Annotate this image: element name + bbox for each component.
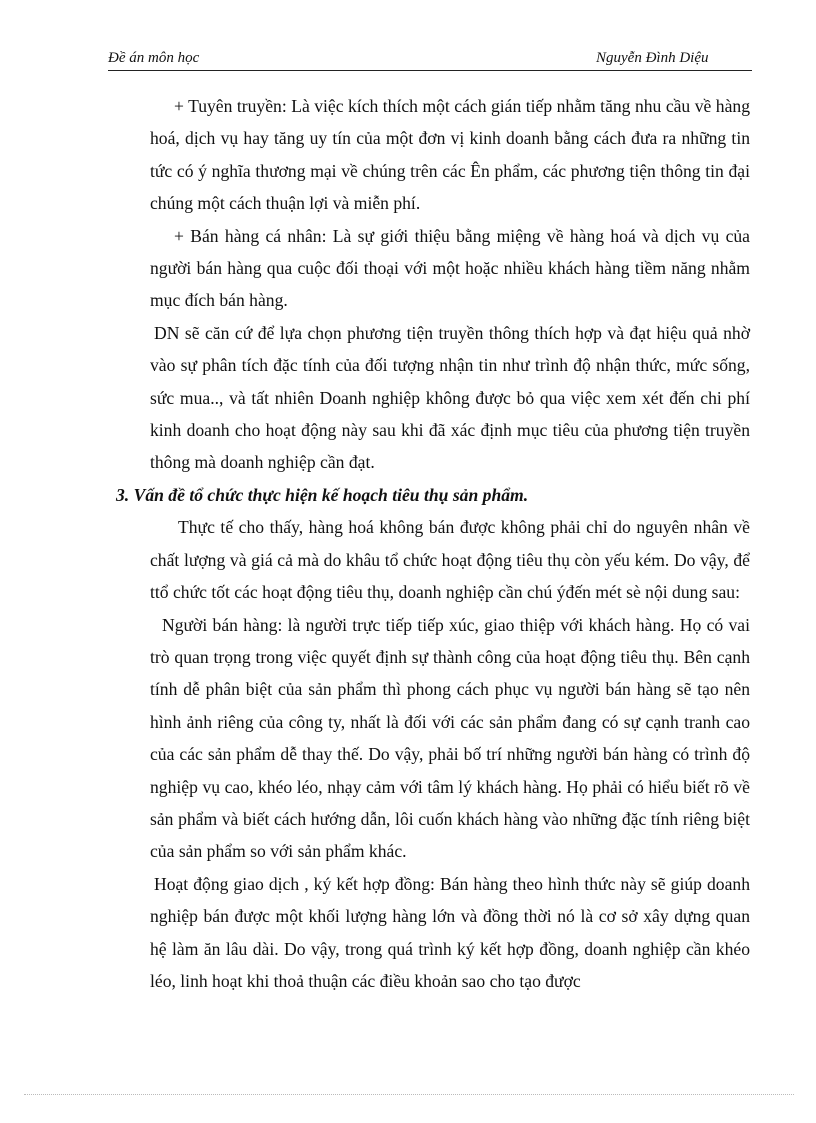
paragraph-thuc-te: Thực tế cho thấy, hàng hoá không bán được không phải chỉ do nguyên nhân về chất lượng và giá cả mà do khâu tổ chức hoạt động tiêu thụ còn yếu kém. Do vậy, để ttổ chức tốt các hoạt động tiêu thụ, doanh nghiệp cần chú ýđến mét sè nội dung sau: <box>150 517 750 603</box>
paragraph-hoat-dong-giao-dich: Hoạt động giao dịch , ký kết hợp đồng: Bán hàng theo hình thức này sẽ giúp doanh nghiệp bán được một khối lượng hàng lớn và đồng thời nó là cơ sở xây dựng quan hệ làm ăn lâu dài. Do vậy, trong quá trình ký kết hợp đồng, doanh nghiệp cần khéo léo, linh hoạt khi thoả thuận các điều khoản sao cho tạo được <box>150 873 750 991</box>
header-course-title: Đề án môn học <box>108 50 200 66</box>
document-body <box>116 90 750 997</box>
page-bottom-divider <box>24 1094 794 1095</box>
paragraph-dn-can-cu: DN sẽ căn cứ để lựa chọn phương tiện truyền thông thích hợp và đạt hiệu quả nhờ vào sự phân tích đặc tính của đối tượng nhận tin như trình độ nhận thức, mức sống, sức mua.., và tất nhiên Doanh nghiệp không được bỏ qua việc xem xét đến chi phí kinh doanh cho hoạt động này sau khi đã xác định mục tiêu của phương tiện truyền thông mà doanh nghiệp cần đạt. <box>150 322 750 473</box>
section-heading: 3. Vấn đề tổ chức thực hiện kế hoạch tiêu thụ sản phẩm. <box>116 484 529 505</box>
page-header <box>108 48 752 71</box>
paragraph-nguoi-ban-hang: Người bán hàng: là người trực tiếp tiếp xúc, giao thiệp với khách hàng. Họ có vai trò quan trọng trong việc quyết định sự thành công của hoạt động tiêu thụ. Bên cạnh tính dễ phân biệt của sản phẩm thì phong cách phục vụ người bán hàng sẽ tạo nên hình ảnh riêng của công ty, nhất là đối với các sản phẩm đang có sự cạnh tranh cao của các sản phẩm dễ thay thế. Do vậy, phải bố trí những người bán hàng có trình độ nghiệp vụ cao, khéo léo, nhạy cảm với tâm lý khách hàng. Họ phải có hiểu biết rõ về sản phẩm và biết cách hướng dẫn, lôi cuốn khách hàng vào những đặc tính riêng biệt của sản phẩm so với sản phẩm khác. <box>150 614 750 862</box>
paragraph-tuyen-truyen: + Tuyên truyền: Là việc kích thích một cách gián tiếp nhằm tăng nhu cầu về hàng hoá, dịch vụ hay tăng uy tín của một đơn vị kinh doanh bằng cách đưa ra những tin tức có ý nghĩa thương mại về chúng trên các Ên phẩm, các phương tiện thông tin đại chúng một cách thuận lợi và miễn phí. <box>150 96 750 214</box>
paragraph-ban-hang-ca-nhan: + Bán hàng cá nhân: Là sự giới thiệu bằng miệng về hàng hoá và dịch vụ của người bán hàng qua cuộc đối thoại với một hoặc nhiều khách hàng tiềm năng nhằm mục đích bán hàng. <box>150 225 750 311</box>
header-author-name: Nguyễn Đình Diệu <box>596 50 709 66</box>
